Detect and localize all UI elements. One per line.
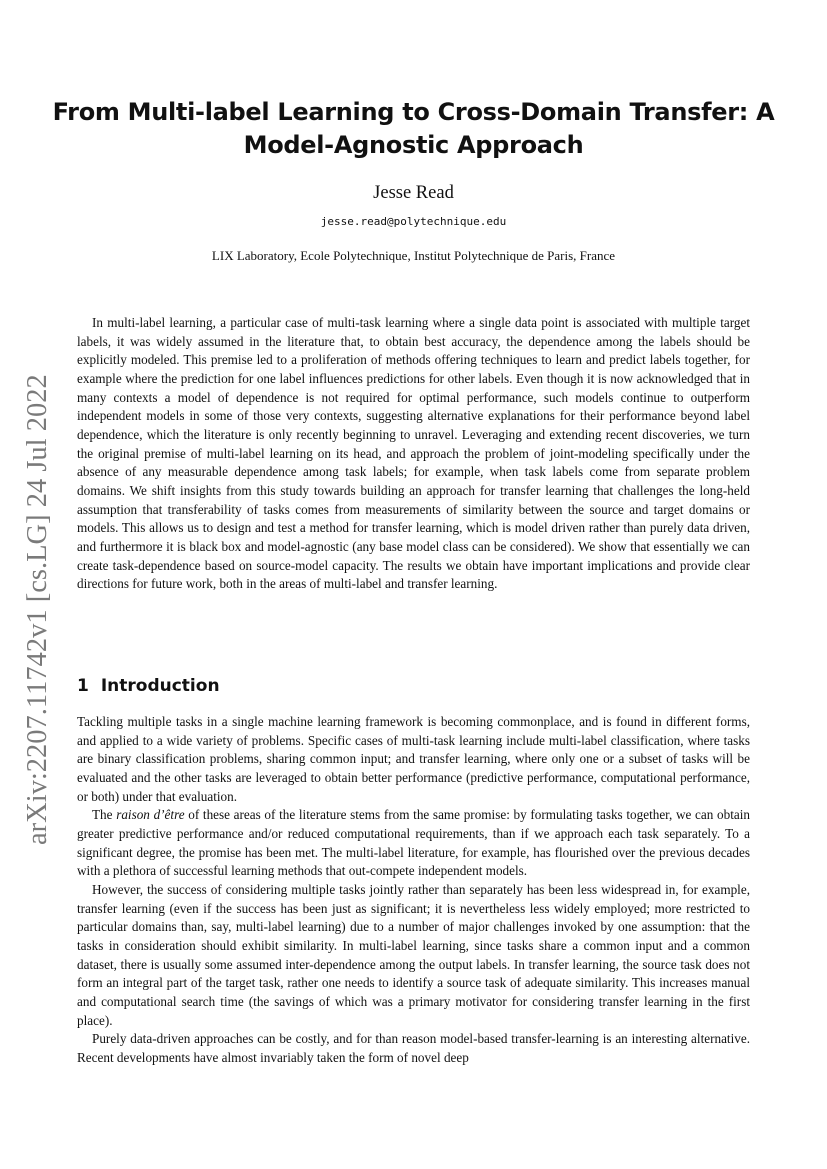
introduction-body <box>77 713 750 1067</box>
section-heading-introduction <box>77 676 750 696</box>
paragraph-2-start: The <box>92 807 117 823</box>
paragraph-2-rest: of these areas of the literature stems from the same promise: by formulating tasks together, we can obtain greater predictive performance and/or reduced computational requirements, than if we approach each task separately. To a significant degree, the promise has been met. The multi-label literature, for example, has flourished over the previous decades with a plethora of successful learning methods that out-compete independent models. <box>77 807 750 879</box>
paragraph-1: Tackling multiple tasks in a single machine learning framework is becoming commonplace, and is found in different forms, and applied to a wide variety of problems. Specific cases of multi-task learning include multi-label classification, where tasks are binary classification problems, sharing common input; and transfer learning, where only one or a subset of tasks will be evaluated and the other tasks are leveraged to obtain better performance (predictive performance, computational performance, or both) under that evaluation. <box>77 714 750 804</box>
arxiv-identifier: arXiv:2207.11742v1 [cs.LG] 24 Jul 2022 <box>22 374 53 845</box>
author-name: Jesse Read <box>373 183 454 203</box>
paragraph-4: Purely data-driven approaches can be costly, and for than reason model-based transfer-learning is an interesting alternative. Recent developments have almost invariably taken the form of novel deep <box>77 1031 750 1065</box>
section-number: 1 <box>77 676 89 696</box>
paragraph-2 <box>77 806 750 881</box>
author-affiliation: LIX Laboratory, Ecole Polytechnique, Institut Polytechnique de Paris, France <box>211 248 616 263</box>
paper-title: From Multi-label Learning to Cross-Domain Transfer: A Model-Agnostic Approach <box>52 98 775 159</box>
paragraph-2-emphasis: raison d’être <box>116 807 185 823</box>
paragraph-3: However, the success of considering multiple tasks jointly rather than separately has been less widespread in, for example, transfer learning (even if the success has been just as significant; it is nevertheless less widely employed; more restricted to particular domains than, say, multi-label learning) due to a number of major challenges invoked by one assumption: that the tasks in consideration should exhibit similarity. In multi-label learning, since tasks share a common input and a common dataset, there is usually some assumed inter-dependence among the output labels. In transfer learning, the source task does not form an integral part of the target task, rather one needs to identify a source task of adequate similarity. This increases manual and computational search time (the savings of which was a primary motivator for considering transfer learning in the first place). <box>77 881 750 1028</box>
section-title: Introduction <box>100 676 220 696</box>
author-email: jesse.read@polytechnique.edu <box>320 215 507 228</box>
abstract: In multi-label learning, a particular case of multi-task learning where a single data point is associated with multiple target labels, it was widely assumed in the literature that, to obtain best accuracy, the dependence among the labels should be explicitly modeled. This premise led to a proliferation of methods offering techniques to learn and predict labels together, for example where the prediction for one label influences predictions for other labels. Even though it is now acknowledged that in many contexts a model of dependence is not required for optimal performance, such models continue to outperform independent models in some of those very contexts, suggesting alternative explanations for their performance beyond label dependence, which the literature is only recently beginning to unravel. Leveraging and extending recent discoveries, we turn the original premise of multi-label learning on its head, and approach the problem of joint-modeling specifically under the absence of any measurable dependence among task labels; for example, when task labels come from separate problem domains. We shift insights from this study towards building an approach for transfer learning that challenges the long-held assumption that transferability of tasks comes from measurements of similarity between the source and target domains or models. This allows us to design and test a method for transfer learning, which is model driven rather than purely data driven, and furthermore it is black box and model-agnostic (any base model class can be considered). We show that essentially we can create task-dependence based on source-model capacity. The results we obtain have important implications and provide clear directions for future work, both in the areas of multi-label and transfer learning. <box>77 315 750 592</box>
